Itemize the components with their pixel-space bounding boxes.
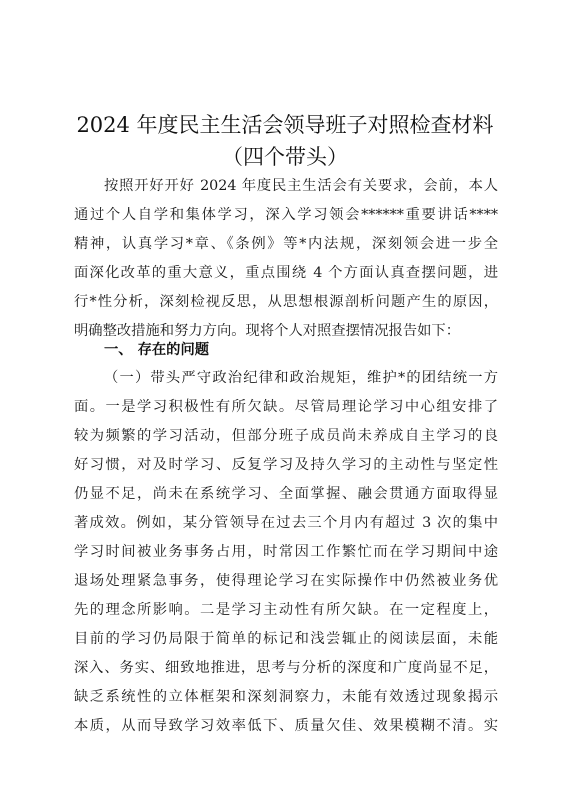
body-line: 缺乏系统性的立体框架和深刻洞察力，未能有效透过现象揭示 bbox=[74, 689, 498, 705]
body-line: 退场处理紧急事务，使得理论学习在实际操作中仍然被业务优 bbox=[74, 573, 498, 589]
intro-line: 精神，认真学习*章、《条例》等*内法规，深刻领会进一步全 bbox=[74, 236, 498, 252]
body-line: 先的理念所影响。二是学习主动性有所欠缺。在一定程度上， bbox=[74, 602, 498, 618]
body-line: 较为频繁的学习活动，但部分班子成员尚未养成自主学习的良 bbox=[74, 428, 498, 444]
document-subtitle: （四个带头） bbox=[222, 145, 348, 169]
intro-line: 面深化改革的重大意义，重点围绕 4 个方面认真查摆问题，进 bbox=[74, 265, 498, 281]
body-line: 本质，从而导致学习效率低下、质量欠佳、效果模糊不清。实 bbox=[74, 718, 498, 734]
body-line: 学习时间被业务事务占用，时常因工作繁忙而在学习期间中途 bbox=[74, 544, 498, 560]
body-line: 目前的学习仍局限于简单的标记和浅尝辄止的阅读层面，未能 bbox=[74, 631, 498, 647]
document-title: 2024 年度民主生活会领导班子对照检查材料 bbox=[76, 113, 494, 137]
intro-line: 行*性分析，深刻检视反思，从思想根源剖析问题产生的原因， bbox=[74, 294, 498, 310]
body-line: 好习惯，对及时学习、反复学习及持久学习的主动性与坚定性 bbox=[74, 457, 498, 473]
body-line: 深入、务实、细致地推进，思考与分析的深度和广度尚显不足， bbox=[74, 660, 498, 676]
body-line: 著成效。例如，某分管领导在过去三个月内有超过 3 次的集中 bbox=[74, 515, 498, 531]
body-line: （一）带头严守政治纪律和政治规矩，维护*的团结统一方 bbox=[104, 370, 498, 386]
intro-line: 按照开好开好 2024 年度民主生活会有关要求，会前，本人 bbox=[104, 178, 498, 194]
intro-line: 明确整改措施和努力方向。现将个人对照查摆情况报告如下： bbox=[74, 323, 461, 339]
intro-line: 通过个人自学和集体学习，深入学习领会******重要讲话**** bbox=[74, 207, 498, 223]
body-line: 仍显不足，尚未在系统学习、全面掌握、融会贯通方面取得显 bbox=[74, 486, 498, 502]
section-heading: 一、 存在的问题 bbox=[104, 342, 210, 358]
body-line: 面。一是学习积极性有所欠缺。尽管局理论学习中心组安排了 bbox=[74, 399, 498, 415]
